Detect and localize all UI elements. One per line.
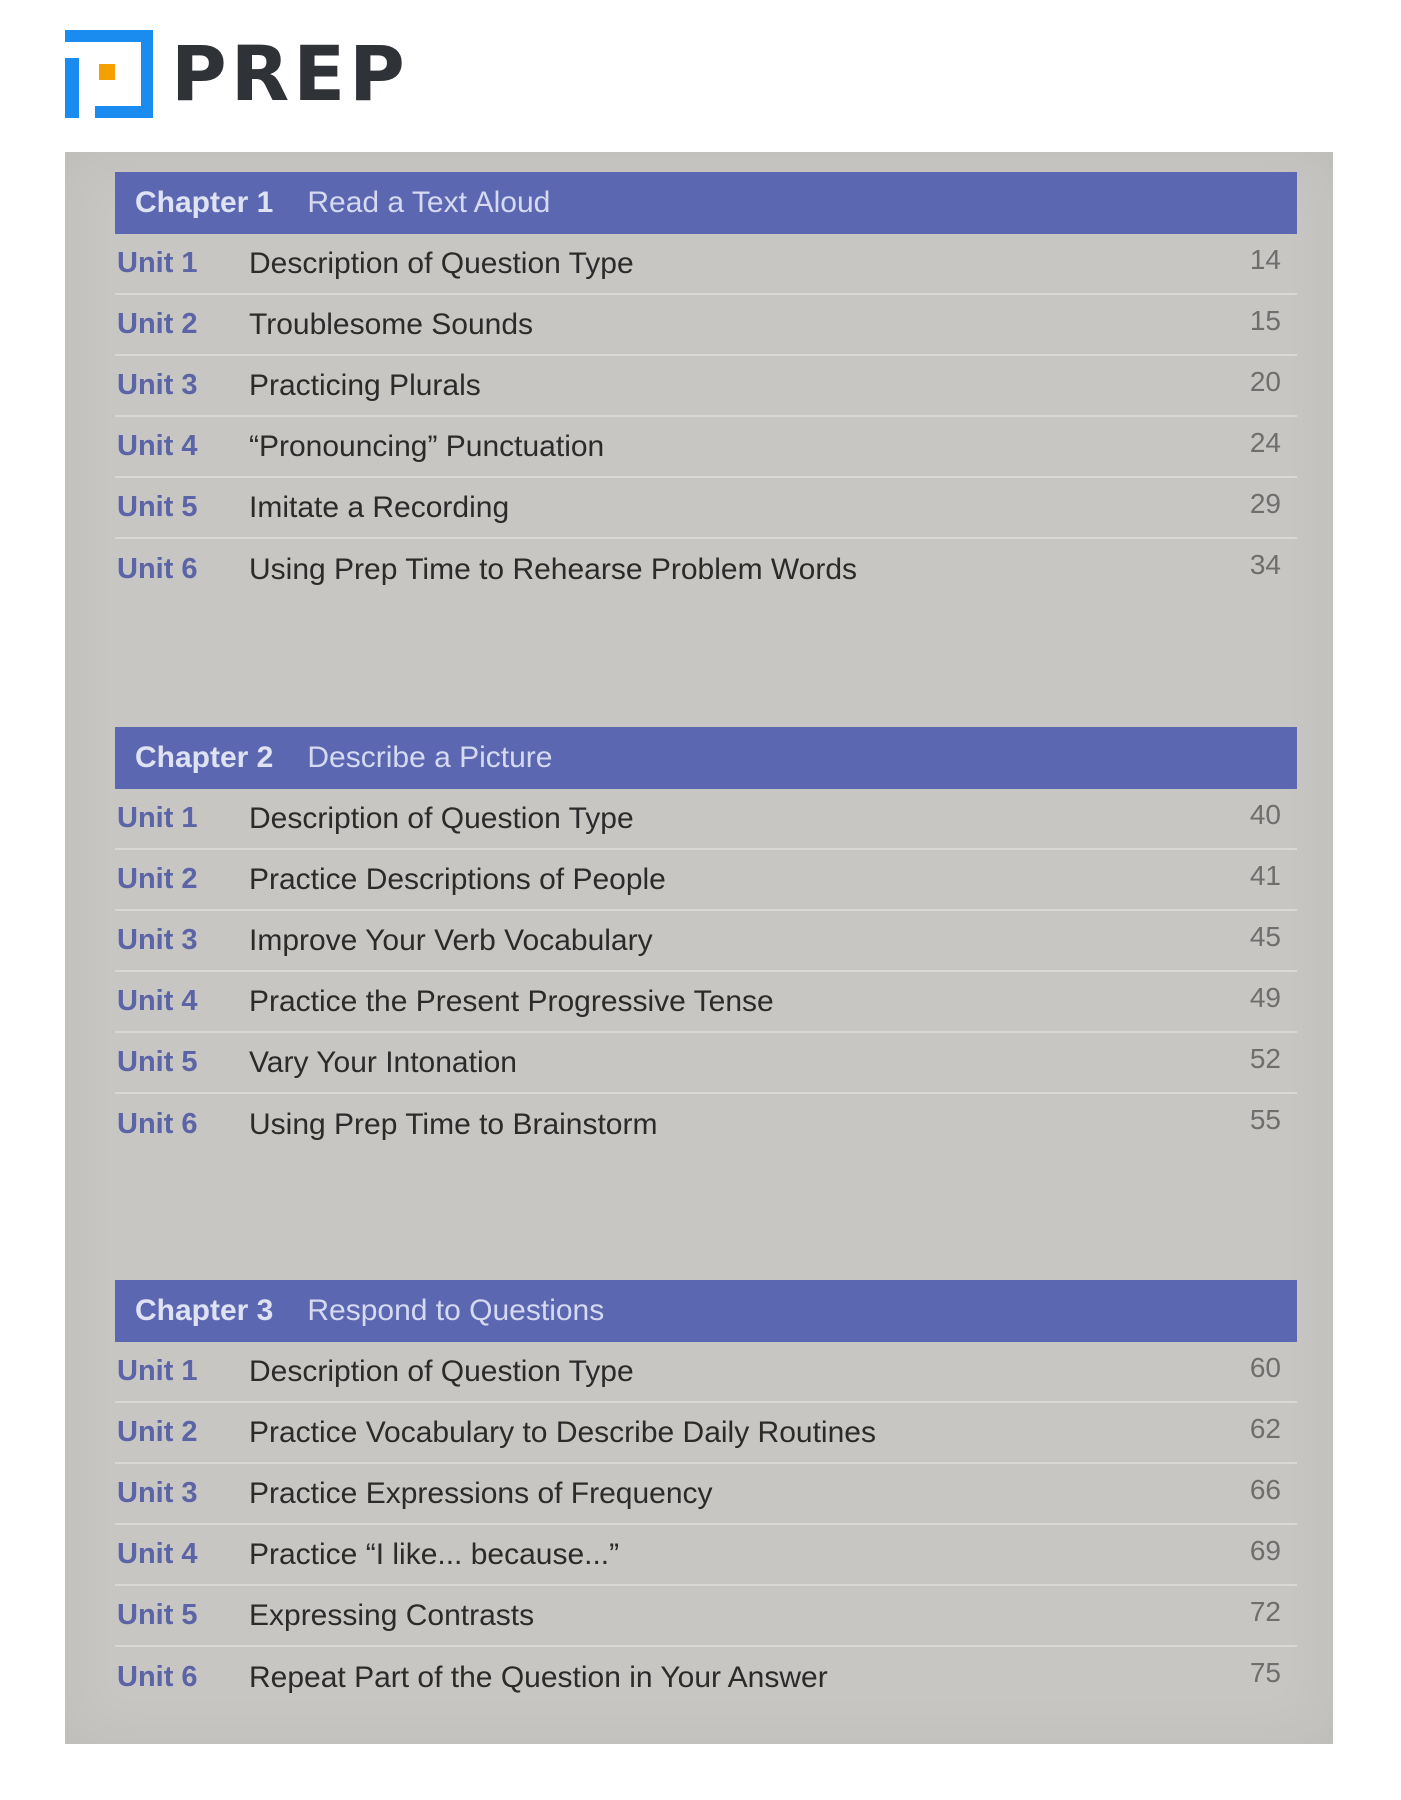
unit-label: Unit 3 xyxy=(117,369,198,401)
unit-label: Unit 1 xyxy=(117,247,198,279)
unit-page-number: 29 xyxy=(1249,488,1281,519)
unit-row xyxy=(115,972,1297,1033)
unit-title: Using Prep Time to Rehearse Problem Words xyxy=(249,552,858,586)
unit-label: Unit 2 xyxy=(117,863,198,895)
unit-title: Improve Your Verb Vocabulary xyxy=(249,923,653,957)
unit-page-number: 66 xyxy=(1249,1474,1281,1505)
unit-title: Using Prep Time to Brainstorm xyxy=(249,1107,658,1141)
chapter-title: Describe a Picture xyxy=(307,741,553,774)
unit-label: Unit 1 xyxy=(117,802,198,834)
chapter-number: Chapter 1 xyxy=(135,186,274,219)
unit-row xyxy=(115,1647,1297,1708)
unit-title: Description of Question Type xyxy=(249,1354,634,1388)
chapter-number: Chapter 2 xyxy=(135,741,274,774)
unit-label: Unit 3 xyxy=(117,1477,198,1509)
chapter-header xyxy=(115,1280,1297,1342)
unit-row xyxy=(115,417,1297,478)
unit-title: Description of Question Type xyxy=(249,246,634,280)
unit-row xyxy=(115,1033,1297,1094)
unit-title: Expressing Contrasts xyxy=(249,1598,535,1632)
unit-row xyxy=(115,1342,1297,1403)
unit-page-number: 72 xyxy=(1249,1596,1281,1627)
unit-row xyxy=(115,295,1297,356)
unit-page-number: 20 xyxy=(1249,366,1281,397)
unit-row xyxy=(115,850,1297,911)
unit-row xyxy=(115,1403,1297,1464)
unit-row xyxy=(115,789,1297,850)
chapter-header xyxy=(115,727,1297,789)
unit-row xyxy=(115,1094,1297,1155)
brand-name: PREP xyxy=(171,29,409,118)
brand-header xyxy=(65,30,409,118)
chapter-2-section xyxy=(115,727,1297,1155)
chapter-3-section xyxy=(115,1280,1297,1708)
unit-label: Unit 3 xyxy=(117,924,198,956)
unit-title: Vary Your Intonation xyxy=(249,1045,517,1079)
unit-title: Practicing Plurals xyxy=(249,368,481,402)
unit-row xyxy=(115,478,1297,539)
unit-row xyxy=(115,539,1297,600)
unit-title: Description of Question Type xyxy=(249,801,634,835)
unit-title: Imitate a Recording xyxy=(249,490,510,524)
unit-label: Unit 2 xyxy=(117,308,198,340)
unit-title: Practice Expressions of Frequency xyxy=(249,1476,713,1510)
chapter-title: Read a Text Aloud xyxy=(307,186,551,219)
unit-page-number: 69 xyxy=(1249,1535,1281,1566)
unit-label: Unit 6 xyxy=(117,1661,198,1693)
unit-page-number: 49 xyxy=(1249,982,1281,1013)
unit-row xyxy=(115,1525,1297,1586)
unit-row xyxy=(115,911,1297,972)
unit-page-number: 14 xyxy=(1249,244,1281,275)
unit-label: Unit 1 xyxy=(117,1355,198,1387)
unit-page-number: 52 xyxy=(1249,1043,1281,1074)
unit-label: Unit 5 xyxy=(117,1599,198,1631)
prep-logo-icon xyxy=(65,30,153,118)
unit-page-number: 55 xyxy=(1249,1104,1281,1135)
unit-page-number: 45 xyxy=(1249,921,1281,952)
unit-title: “Pronouncing” Punctuation xyxy=(249,429,605,463)
unit-label: Unit 6 xyxy=(117,553,198,585)
unit-page-number: 62 xyxy=(1249,1413,1281,1444)
chapter-number: Chapter 3 xyxy=(135,1294,274,1327)
unit-page-number: 24 xyxy=(1249,427,1281,458)
unit-label: Unit 4 xyxy=(117,1538,198,1570)
unit-label: Unit 2 xyxy=(117,1416,198,1448)
unit-row xyxy=(115,1586,1297,1647)
unit-label: Unit 4 xyxy=(117,985,198,1017)
unit-page-number: 75 xyxy=(1249,1657,1281,1688)
unit-page-number: 40 xyxy=(1249,799,1281,830)
unit-title: Practice the Present Progressive Tense xyxy=(249,984,774,1018)
unit-page-number: 15 xyxy=(1249,305,1281,336)
unit-page-number: 41 xyxy=(1249,860,1281,891)
unit-page-number: 60 xyxy=(1249,1352,1281,1383)
unit-label: Unit 5 xyxy=(117,491,198,523)
unit-row xyxy=(115,234,1297,295)
unit-title: Repeat Part of the Question in Your Answer xyxy=(249,1660,828,1694)
unit-title: Practice Vocabulary to Describe Daily Routines xyxy=(249,1415,876,1449)
unit-row xyxy=(115,1464,1297,1525)
table-of-contents-page xyxy=(65,152,1333,1744)
unit-title: Troublesome Sounds xyxy=(249,307,534,341)
unit-label: Unit 6 xyxy=(117,1108,198,1140)
unit-label: Unit 4 xyxy=(117,430,198,462)
unit-title: Practice Descriptions of People xyxy=(249,862,666,896)
unit-row xyxy=(115,356,1297,417)
chapter-1-section xyxy=(115,172,1297,600)
chapter-header xyxy=(115,172,1297,234)
chapter-title: Respond to Questions xyxy=(307,1294,605,1327)
unit-label: Unit 5 xyxy=(117,1046,198,1078)
unit-page-number: 34 xyxy=(1249,549,1281,580)
unit-title: Practice “I like... because...” xyxy=(249,1537,620,1571)
